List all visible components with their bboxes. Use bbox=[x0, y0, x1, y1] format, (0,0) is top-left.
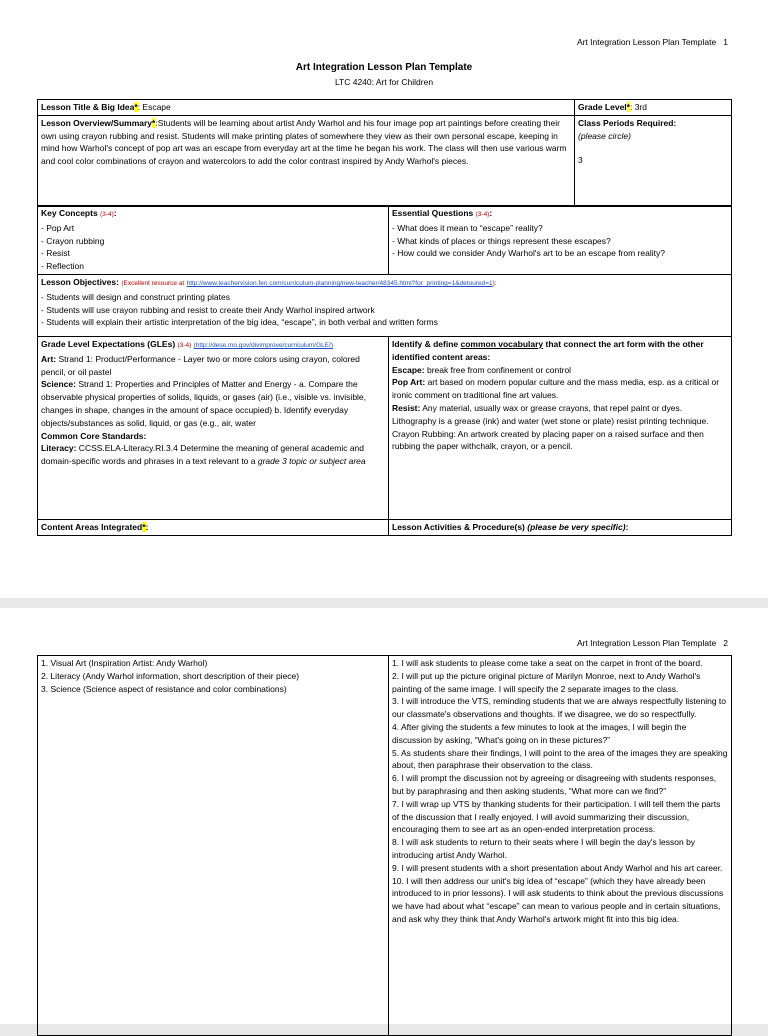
class-periods-cell bbox=[575, 115, 732, 206]
vocab-escape-label: Escape: bbox=[392, 364, 425, 375]
gle-science-label: Science: bbox=[41, 379, 76, 390]
procedure-step: 1. I will ask students to please come take a seat on the carpet in front of the board. bbox=[392, 658, 703, 668]
document-page-2 bbox=[0, 608, 768, 1024]
lesson-plan-table bbox=[37, 99, 732, 207]
common-core-label: Common Core Standards: bbox=[41, 430, 147, 441]
gle-art-label: Art: bbox=[41, 353, 57, 364]
required-star: * bbox=[142, 521, 146, 532]
grade-level-cell bbox=[575, 100, 732, 116]
vocabulary-cell bbox=[389, 336, 732, 519]
procedure-step: 6. I will prompt the discussion not by agreeing or disagreeing with students responses, but by paraphrasing and then asking students, “What more can we find?” bbox=[392, 773, 717, 796]
running-header bbox=[577, 638, 728, 648]
activities-label: Lesson Activities & Procedure(s) bbox=[392, 521, 525, 532]
key-concepts-ref: (3-4) bbox=[100, 211, 114, 218]
lesson-overview-cell bbox=[38, 115, 575, 206]
running-header-title: Art Integration Lesson Plan Template bbox=[576, 37, 717, 47]
key-concept-item: - Pop Art bbox=[41, 222, 75, 233]
activities-table bbox=[37, 655, 732, 1036]
lesson-objectives-cell bbox=[38, 274, 732, 336]
gle-science-text: Strand 1: Properties and Principles of Matter and Energy - a. Compare the observable physical properties of solids, liquids, or gases (air) (i.e., visible vs. invisible, changes in shape, changes in the amount of space occupied) b. Identify everyday objects/substances as solid, liquid, or gas (e.g., air, water bbox=[41, 379, 367, 428]
content-area-item: 2. Literacy (Andy Warhol information, short description of their piece) bbox=[41, 670, 300, 681]
class-periods-label: Class Periods Required: bbox=[578, 117, 677, 128]
page-number: 2 bbox=[723, 638, 728, 648]
running-header bbox=[577, 37, 728, 47]
content-area-item: 1. Visual Art (Inspiration Artist: Andy Warhol) bbox=[41, 658, 208, 668]
content-areas-header-cell bbox=[38, 519, 389, 535]
gle-art-text: Strand 1: Product/Performance - Layer two or more colors using crayon, colored pencil, or oil pastel bbox=[41, 353, 360, 377]
document-subtitle: LTC 4240: Art for Children bbox=[334, 77, 434, 87]
objectives-ref: (Excellent resource at bbox=[121, 279, 185, 287]
key-concepts-cell bbox=[38, 206, 389, 275]
required-star: * bbox=[626, 102, 630, 112]
procedure-step: 9. I will present students with a short presentation about Andy Warhol and his art career. bbox=[392, 862, 723, 873]
vocab-resist-label: Resist: bbox=[392, 402, 421, 413]
lesson-overview-text: :Students will be learning about artist Andy Warhol and his four image pop art paintings before creating their own using crayon rubbing and resist. Students will make printing plates of somewhere they view as their own personal escape, keeping in mind how Warhol's concept of pop art was an escape from everyday art at the time he began his work. The class will then use various warm and cool color combinations of crayon and watercolors to add the color contrast inspired by Andy Warhol's pieces. bbox=[41, 117, 567, 167]
activities-colon: : bbox=[625, 521, 629, 532]
gle-literacy-label: Literacy: bbox=[41, 443, 77, 454]
procedure-step: 5. As students share their findings, I will point to the area of the images they are speaking about, then paraphrase their observation to the class. bbox=[392, 747, 728, 771]
gle-ref: (3-4) bbox=[177, 341, 192, 349]
grade-level-expectations-cell bbox=[38, 336, 389, 519]
procedure-steps-cell bbox=[389, 656, 732, 1036]
essential-questions-ref: (3-4) bbox=[475, 211, 490, 218]
activities-header-cell bbox=[389, 519, 732, 535]
class-periods-note: (please circle) bbox=[578, 130, 631, 141]
content-areas-colon: : bbox=[145, 521, 149, 532]
document-title: Art Integration Lesson Plan Template bbox=[295, 62, 473, 73]
objective-item: - Students will explain their artistic interpretation of the big idea, “escape”, in both verbal and written forms bbox=[41, 317, 438, 328]
content-areas-label: Content Areas Integrated bbox=[41, 521, 143, 532]
essential-questions-cell bbox=[389, 206, 732, 275]
grade-level-value: : 3rd bbox=[629, 102, 647, 112]
procedure-step: 3. I will introduce the VTS, reminding students that we are always respectfully listening to our classmate's observations and thoughts. If we disagree, we do so respectfully. bbox=[392, 696, 727, 720]
gle-label: Grade Level Expectations (GLEs) bbox=[41, 338, 176, 349]
vocab-escape-text: break free from confinement or control bbox=[424, 364, 572, 375]
essential-question-item: - What does it mean to “escape” reality? bbox=[392, 222, 543, 233]
procedure-step: 8. I will ask students to return to their seats where I will begin the day's lesson by introducing artist Andy Warhol. bbox=[392, 837, 696, 860]
key-concepts-colon: : bbox=[113, 208, 117, 218]
required-star: * bbox=[134, 102, 138, 112]
class-periods-value: 3 bbox=[578, 155, 583, 166]
lesson-title-cell bbox=[38, 100, 575, 116]
vocab-resist-text: Any material, usually wax or grease crayons, that repel paint or dyes. Lithography is a grease (ink) and water (wet stone or plate) resist printing technique. bbox=[392, 402, 709, 426]
page-number: 1 bbox=[723, 37, 728, 47]
essential-question-item: - What kinds of places or things represent these escapes? bbox=[392, 235, 611, 246]
vocab-popart-label: Pop Art: bbox=[392, 377, 426, 388]
lesson-title-value: : Escape bbox=[137, 102, 171, 112]
required-star: * bbox=[152, 117, 156, 128]
vocab-label-suffix: that connect the art form with the other identified content areas: bbox=[392, 338, 704, 362]
vocab-label-prefix: Identify & define bbox=[392, 338, 461, 349]
essential-questions-label: Essential Questions bbox=[392, 208, 474, 218]
procedure-step: 2. I will put up the picture original picture of Marilyn Monroe, next to Andy Warhol's painting of the same image. I will specify the 2 separate images to the class. bbox=[392, 670, 701, 694]
procedure-step: 10. I will then address our unit's big idea of “escape” (which they have already been introduced to in prior lessons). I will ask students to think about the previous discussions we have had about what “escape” can mean to various people and in certain situations, and ask why they think that Andy Warhol's artwork might fit into this big idea. bbox=[392, 875, 724, 924]
running-header-title: Art Integration Lesson Plan Template bbox=[576, 638, 717, 648]
key-concept-item: - Crayon rubbing bbox=[41, 235, 105, 246]
key-concept-item: - Resist bbox=[41, 248, 70, 259]
lesson-objectives-label: Lesson Objectives: bbox=[41, 276, 119, 287]
essential-question-item: - How could we consider Andy Warhol's art to be an escape from reality? bbox=[392, 248, 665, 259]
lesson-title-label: Lesson Title & Big Idea bbox=[41, 102, 135, 112]
key-concept-item: - Reflection bbox=[41, 261, 84, 272]
grade-level-label: Grade Level bbox=[578, 102, 627, 112]
objectives-ref-end: ): bbox=[492, 279, 497, 287]
vocab-label-underlined: common vocabulary bbox=[460, 338, 544, 349]
content-area-item: 3. Science (Science aspect of resistance and color combinations) bbox=[41, 683, 287, 694]
key-concepts-label: Key Concepts bbox=[41, 208, 98, 218]
procedure-step: 4. After giving the students a few minutes to look at the images, I will begin the discussion by asking, “What's going on in these pictures?” bbox=[392, 721, 687, 745]
procedure-step: 7. I will wrap up VTS by thanking students for their participation. I will tell them the parts of the discussion that I really enjoyed. I will avoid summarizing their discussion, encouraging them to see art as an open-ended interpretation process. bbox=[392, 798, 721, 835]
lesson-overview-label: Lesson Overview/Summary bbox=[41, 117, 153, 128]
gle-literacy-text: CCSS.ELA-Literacy.RI.3.4 Determine the meaning of general academic and domain-specific words and phrases in a text relevant to a bbox=[41, 443, 365, 467]
activities-note: (please be very specific) bbox=[527, 521, 626, 532]
essential-questions-colon: : bbox=[489, 208, 493, 218]
objective-item: - Students will use crayon rubbing and resist to create their Andy Warhol inspired artwork bbox=[41, 304, 375, 315]
objective-item: - Students will design and construct printing plates bbox=[41, 291, 230, 302]
vocab-popart-text: art based on modern popular culture and the mass media, esp. as a critical or ironic comment on traditional fine art values. bbox=[392, 377, 720, 401]
gle-resource-link[interactable]: (http://dese.mo.gov/divimprove/curriculum/GLE/) bbox=[193, 341, 334, 349]
content-areas-list-cell bbox=[38, 656, 389, 1036]
objectives-resource-link[interactable]: http://www.teachervision.fen.com/curriculum-planning/new-teacher/48345.html?for_printing=1&detoured=1 bbox=[186, 279, 493, 287]
gle-literacy-italic: grade 3 topic or subject area bbox=[257, 456, 366, 467]
vocab-rubbing-text: Crayon Rubbing: An artwork created by placing paper on a raised surface and then rubbing the paper withchalk, crayon, or a pencil. bbox=[392, 428, 704, 452]
concepts-table bbox=[37, 205, 732, 536]
